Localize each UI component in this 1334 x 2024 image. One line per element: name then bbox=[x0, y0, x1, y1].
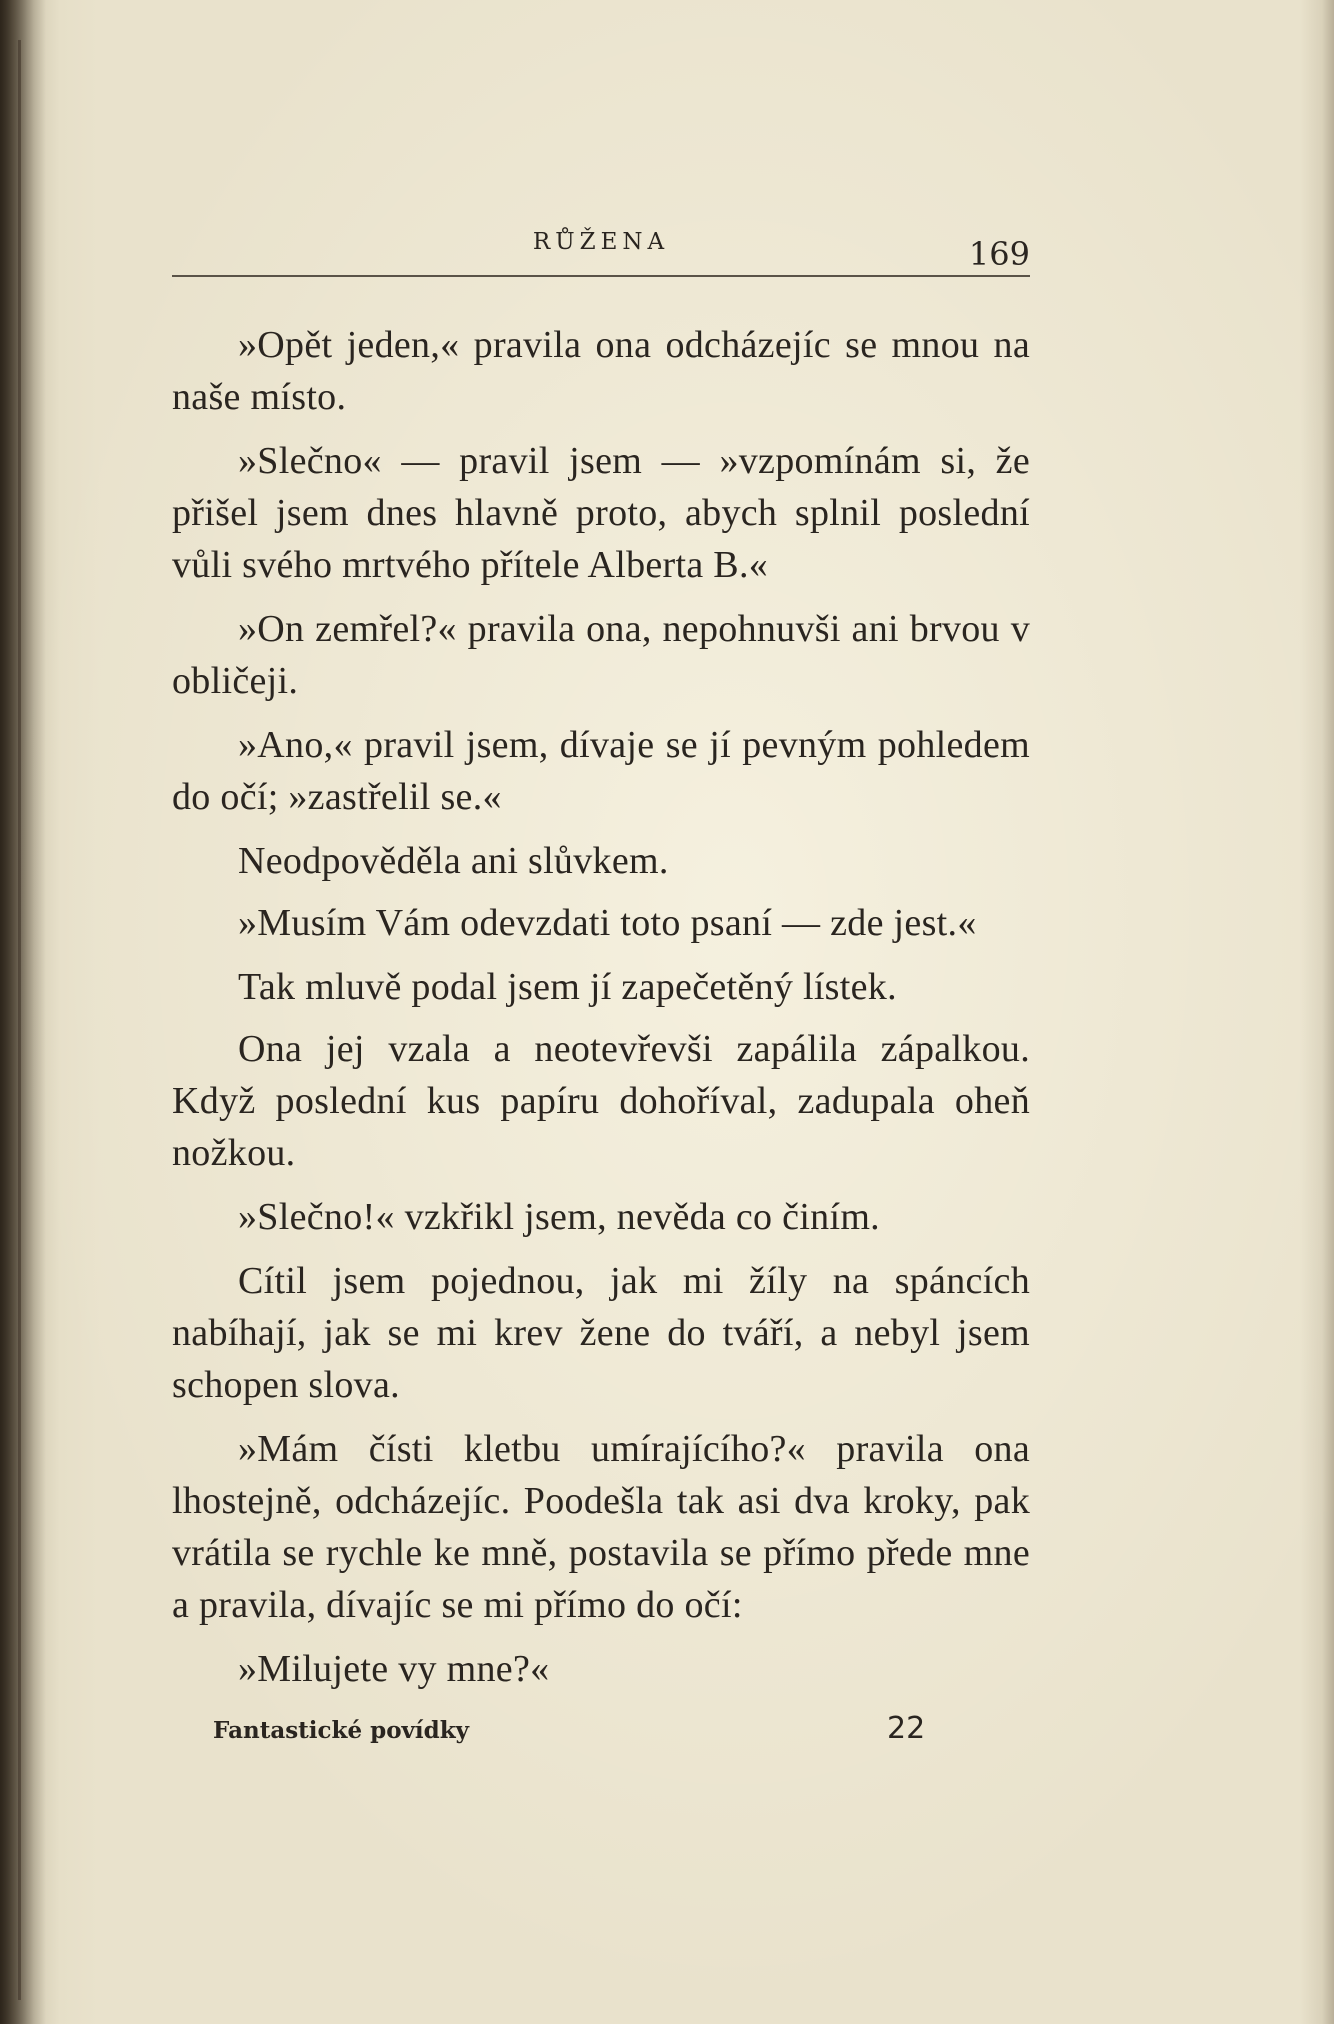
paragraph: »Milujete vy mne?« bbox=[238, 1648, 550, 1690]
paragraph: Tak mluvě podal jsem jí zapečetěný lístek. bbox=[238, 966, 897, 1008]
paragraph: Neodpověděla ani slůvkem. bbox=[238, 840, 669, 882]
running-title: RŮŽENA bbox=[532, 229, 670, 255]
paragraph: Cítil jsem pojednou, jak mi žíly na spáncích nabíhají, jak se mi krev žene do tváří, a nebyl jsem schopen slova. bbox=[172, 1260, 1030, 1406]
page-header bbox=[172, 215, 1030, 277]
paragraph: »Musím Vám odevzdati toto psaní — zde jest.« bbox=[238, 902, 977, 944]
sheet-number: 22 bbox=[887, 1711, 926, 1746]
body-text bbox=[172, 319, 1030, 1695]
page-footer bbox=[172, 1711, 1030, 1751]
paragraph: »On zemřel?« pravila ona, nepohnuvši ani brvou v obličeji. bbox=[172, 608, 1030, 702]
page-number: 169 bbox=[968, 235, 1030, 273]
paragraph: »Opět jeden,« pravila ona odcházejíc se mnou na naše místo. bbox=[172, 324, 1030, 418]
book-spine-shadow bbox=[0, 0, 46, 2024]
paragraph: »Mám čísti kletbu umírajícího?« pravila ona lhostejně, odcházejíc. Poodešla tak asi dva kroky, pak vrátila se rychle ke mně, postavila se přímo přede mne a pravila, dívajíc se mi přímo do očí: bbox=[172, 1428, 1030, 1626]
page-content bbox=[172, 215, 1030, 1751]
paragraph: Ona jej vzala a neotevřevši zapálila zápalkou. Když poslední kus papíru dohoříval, zadupala oheň nožkou. bbox=[172, 1028, 1030, 1174]
paragraph: »Ano,« pravil jsem, dívaje se jí pevným pohledem do očí; »zastřelil se.« bbox=[172, 724, 1030, 818]
signature-mark: Fantastické povídky bbox=[213, 1717, 470, 1744]
book-gutter-line bbox=[18, 40, 21, 2000]
paragraph: »Slečno« — pravil jsem — »vzpomínám si, že přišel jsem dnes hlavně proto, abych splnil poslední vůli svého mrtvého přítele Alberta B.« bbox=[172, 440, 1030, 586]
paragraph: »Slečno!« vzkřikl jsem, nevěda co činím. bbox=[238, 1196, 880, 1238]
